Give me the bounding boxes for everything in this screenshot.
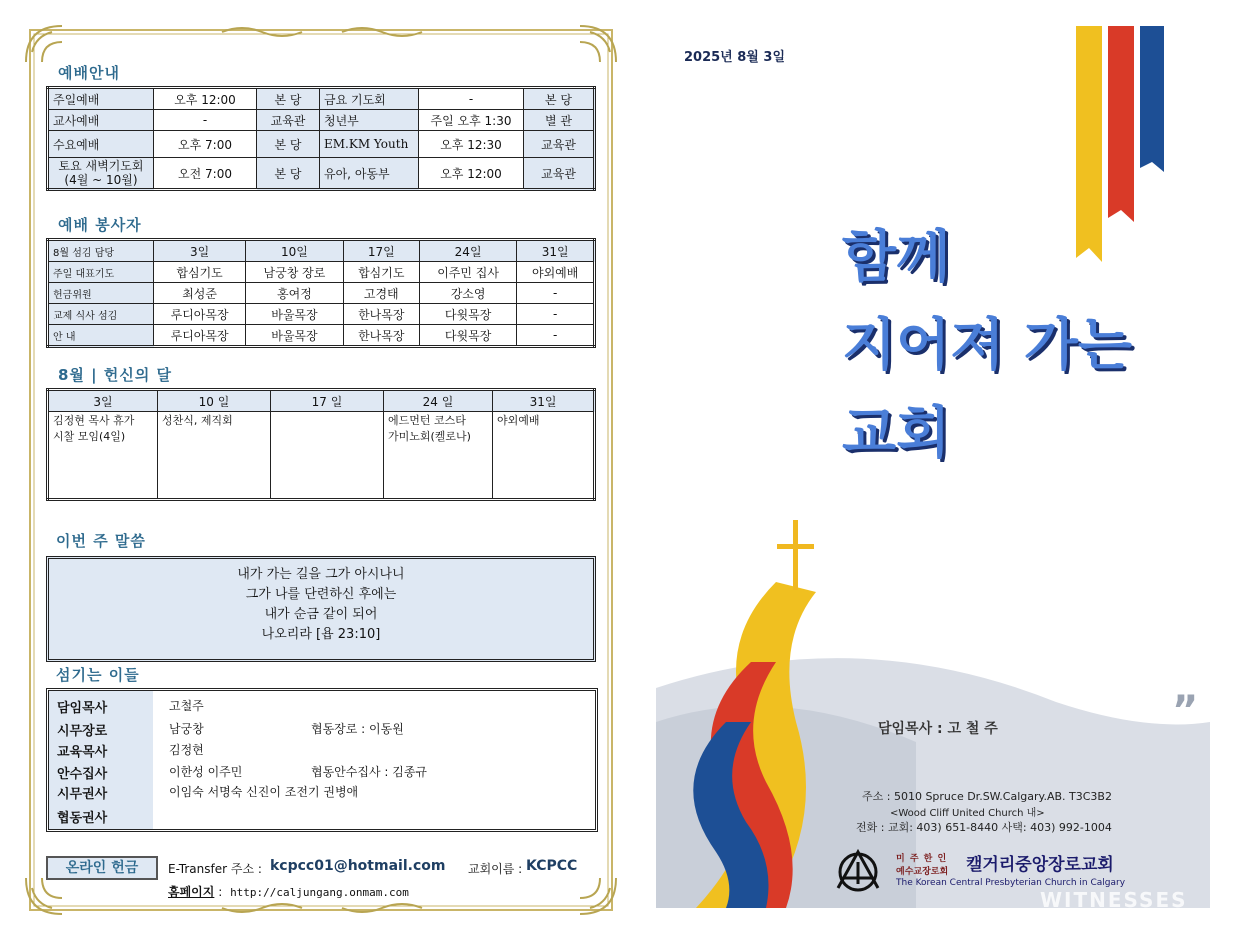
saturday-service-label: 토요 새벽기도회 [58,159,144,173]
table-cell: 31일 [493,390,595,412]
table-cell: 야외예배 [493,412,595,500]
staff-names: 고철주 [169,699,204,713]
staff-role: 협동권사 [57,811,108,826]
verse-line: 내가 순금 같이 되어 [264,607,378,622]
quote-mark: ” [1172,688,1199,734]
table-cell: 안 내 [48,325,154,347]
table-cell: 주일 오후 1:30 [419,110,524,131]
table-cell: 24일 [419,240,516,262]
church-name-code: KCPCC [526,858,578,874]
table-cell: 고경태 [343,283,419,304]
etransfer-email[interactable]: kcpcc01@hotmail.com [270,858,446,874]
table-cell: 이주민 집사 [419,262,516,283]
table-cell: 오후 12:00 [154,88,257,110]
table-cell: 주일예배 [48,88,154,110]
volunteers-table [46,238,596,348]
staff-names: 남궁창 [169,722,204,736]
church-address-note: <Wood Cliff United Church 내> [890,808,1045,819]
table-cell: 바울목장 [246,325,343,347]
table-cell: 3일 [154,240,246,262]
table-cell: 오전 7:00 [154,158,257,190]
table-cell: 24 일 [384,390,493,412]
cover-title [842,214,1132,478]
table-cell: 루디아목장 [154,325,246,347]
table-cell: - [517,325,595,347]
table-cell: 한나목장 [343,304,419,325]
table-cell: 본 당 [524,88,595,110]
table-cell: 교제 식사 섬김 [48,304,154,325]
verse-title: 이번 주 말씀 [56,532,146,550]
table-cell: 홍여정 [246,283,343,304]
table-cell: 수요예배 [48,131,154,158]
table-cell: 오후 7:00 [154,131,257,158]
table-cell: 루디아목장 [154,304,246,325]
month-title: 8월 | 헌신의 달 [58,366,173,384]
staff-role: 안수집사 [57,767,108,782]
verse-line: 나오리라 [욥 23:10] [261,627,381,642]
table-cell: 오후 12:30 [419,131,524,158]
table-cell: 본 당 [257,131,320,158]
denomination-top: 미 주 한 인 [896,854,948,864]
church-name-english: The Korean Central Presbyterian Church in Calgary [896,878,1126,888]
table-cell: 10일 [246,240,343,262]
table-cell [48,158,154,190]
table-cell: - [517,304,595,325]
table-row [48,88,595,110]
table-cell: 교육관 [257,110,320,131]
staff-extra: 협동장로 : 이동원 [311,722,404,736]
table-cell [271,412,384,500]
table-row [48,131,595,158]
staff-extra: 협동안수집사 : 김종규 [311,765,428,779]
table-cell: 본 당 [257,158,320,190]
saturday-service-note: (4월 ~ 10월) [64,173,138,187]
table-cell: 김정현 목사 휴가 시찰 모임(4일) [48,412,158,500]
table-cell: 다윗목장 [419,304,516,325]
bulletin-inner-page [22,22,620,918]
table-cell: 교육관 [524,158,595,190]
verse-line: 내가 가는 길을 그가 아시나니 [237,567,405,582]
table-cell: - [154,110,257,131]
staff-role: 시무장로 [57,724,108,739]
table-cell: 17일 [343,240,419,262]
table-cell: 3일 [48,390,158,412]
table-cell: - [419,88,524,110]
denomination-bottom: 예수교장로회 [896,867,949,877]
table-cell: 본 당 [257,88,320,110]
table-row [48,240,595,262]
staff-title: 섬기는 이들 [56,666,140,684]
staff-role: 담임목사 [57,701,108,716]
table-row [48,283,595,304]
homepage-row [168,883,409,900]
staff-box [46,688,598,832]
table-cell: 최성준 [154,283,246,304]
table-row [48,325,595,347]
church-name-korean: 캘거리중앙장로교회 [966,855,1114,875]
table-cell: 청년부 [320,110,419,131]
bulletin-cover-page [656,22,1210,912]
table-cell: 한나목장 [343,325,419,347]
table-cell: 유아, 아동부 [320,158,419,190]
table-cell: 17 일 [271,390,384,412]
table-cell: 합심기도 [154,262,246,283]
cover-date: 2025년 8월 3일 [684,50,785,65]
cover-title-line: 교회 [842,401,951,466]
table-cell: 남궁창 장로 [246,262,343,283]
church-phone: 전화 : 교회: 403) 651-8440 사택: 403) 992-1004 [856,821,1112,834]
watermark-text: WITNESSES [1040,888,1188,912]
table-cell: - [517,283,595,304]
church-name-label: 교회이름 : [468,862,523,876]
staff-names: 이한성 이주민 [169,765,243,779]
church-address: 주소 : 5010 Spruce Dr.SW.Calgary.AB. T3C3B2 [862,790,1112,803]
table-cell: 별 관 [524,110,595,131]
table-cell: 성찬식, 제직회 [158,412,271,500]
worship-info-title: 예배안내 [58,64,120,82]
table-cell: 합심기도 [343,262,419,283]
senior-pastor: 담임목사 : 고 철 주 [878,721,998,737]
table-cell: 강소영 [419,283,516,304]
etransfer-label: E-Transfer 주소 : [168,862,262,876]
table-cell: 교사예배 [48,110,154,131]
homepage-link[interactable]: http://caljungang.onmam.com [230,886,409,899]
cover-title-line: 지어져 가는 [842,313,1132,378]
table-cell: 주일 대표기도 [48,262,154,283]
table-cell: 야외예배 [517,262,595,283]
table-cell: 다윗목장 [419,325,516,347]
table-cell: 8월 섬김 담당 [48,240,154,262]
worship-info-table [46,86,596,191]
staff-role: 시무권사 [57,787,108,802]
table-row [48,412,595,500]
homepage-separator: : [214,885,223,899]
table-cell: 헌금위원 [48,283,154,304]
table-cell: 에드먼턴 코스타 가미노회(켈로나) [384,412,493,500]
table-cell: EM.KM Youth [320,131,419,158]
staff-role: 교육목사 [57,745,108,760]
table-cell: 금요 기도회 [320,88,419,110]
table-cell: 10 일 [158,390,271,412]
table-cell: 교육관 [524,131,595,158]
church-logo-icon [834,848,882,892]
table-row [48,390,595,412]
online-offering-label: 온라인 헌금 [46,856,158,880]
table-row [48,158,595,190]
table-cell: 바울목장 [246,304,343,325]
table-cell: 31일 [517,240,595,262]
table-cell: 오후 12:00 [419,158,524,190]
verse-box [46,556,596,662]
volunteers-title: 예배 봉사자 [58,216,142,234]
verse-line: 그가 나를 단련하신 후에는 [245,587,397,602]
table-row [48,304,595,325]
table-row [48,262,595,283]
staff-names: 이임숙 서명숙 신진이 조전기 권병애 [169,785,359,799]
month-calendar-table [46,388,596,501]
staff-names: 김정현 [169,743,204,757]
homepage-label: 홈페이지 [168,885,215,899]
table-row [48,110,595,131]
cover-title-line: 함께 [842,225,951,290]
